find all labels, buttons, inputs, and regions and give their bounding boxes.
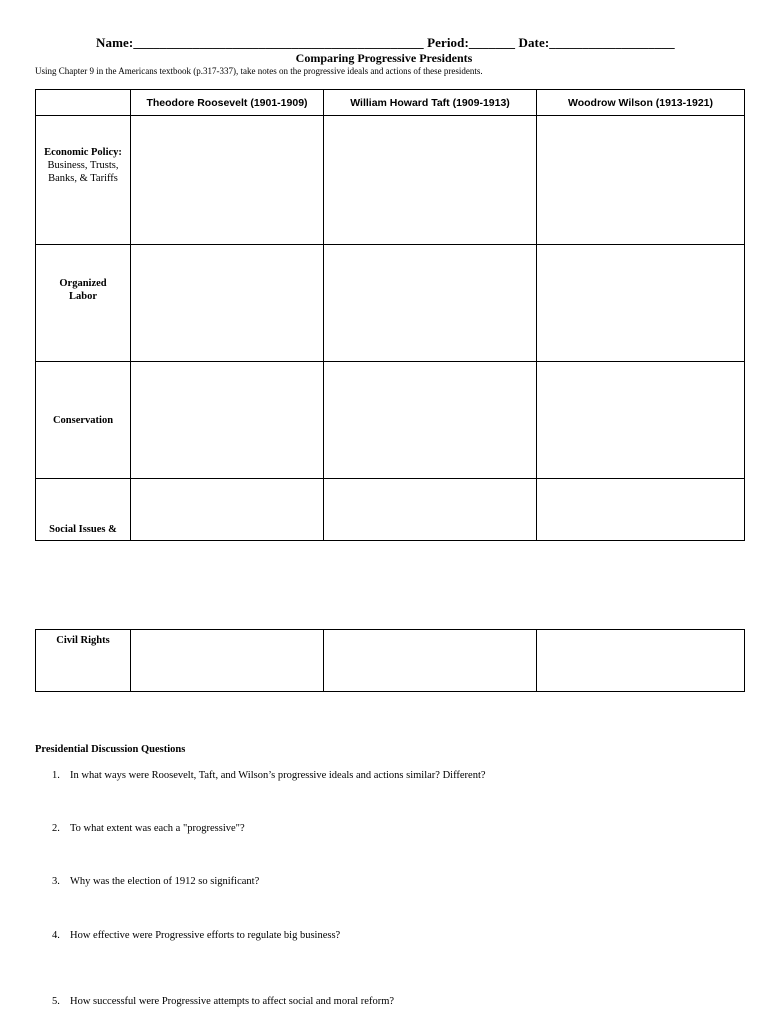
worksheet-title: Comparing Progressive Presidents (295, 51, 473, 65)
row-header-economic-detail: Business, Trusts, Banks, & Tariffs (47, 160, 119, 184)
notes-cell-roosevelt-conservation[interactable] (131, 362, 324, 479)
question-item (52, 876, 259, 887)
row-header-social-label: Social Issues & (49, 524, 117, 535)
notes-cell-taft-social[interactable] (324, 479, 537, 541)
notes-cell-taft-economic[interactable] (324, 116, 537, 245)
notes-cell-wilson-social[interactable] (537, 479, 745, 541)
notes-cell-roosevelt-social[interactable] (131, 479, 324, 541)
column-header-wilson: Woodrow Wilson (1913-1921) (537, 90, 745, 116)
question-text: Why was the election of 1912 so significant? (70, 876, 260, 887)
table-row-economic-policy (36, 116, 745, 245)
question-item (52, 930, 340, 941)
question-number: 4. (52, 930, 60, 941)
question-text: How effective were Progressive efforts to regulate big business? (70, 930, 341, 941)
table-row-conservation (36, 362, 745, 479)
notes-cell-taft-labor[interactable] (324, 245, 537, 362)
instructions-text: Using Chapter 9 in the Americans textbook (p.317-337), take notes on the progressive ideals and actions of these presidents. (35, 66, 483, 76)
notes-cell-wilson-civil[interactable] (537, 630, 745, 692)
table-row-civil-rights (36, 630, 745, 692)
notes-cell-roosevelt-labor[interactable] (131, 245, 324, 362)
notes-cell-roosevelt-civil[interactable] (131, 630, 324, 692)
row-header-economic-bold: Economic Policy: (44, 147, 122, 158)
question-item (52, 996, 394, 1007)
row-header-labor-label: Organized Labor (59, 278, 107, 302)
row-header-social-issues (36, 479, 131, 541)
column-header-taft: William Howard Taft (1909-1913) (324, 90, 537, 116)
question-number: 2. (52, 823, 60, 834)
student-info-line[interactable]: Name:____________________________________________ Period:_______ Date:___________________ (96, 35, 675, 50)
questions-heading: Presidential Discussion Questions (35, 744, 186, 755)
question-text: In what ways were Roosevelt, Taft, and Wilson’s progressive ideals and actions similar? Different? (70, 770, 486, 781)
row-header-conservation (36, 362, 131, 479)
question-text: How successful were Progressive attempts to affect social and moral reform? (70, 996, 395, 1007)
question-number: 1. (52, 770, 60, 781)
civil-rights-table (35, 629, 745, 692)
row-header-conservation-label: Conservation (52, 414, 114, 426)
notes-cell-roosevelt-economic[interactable] (131, 116, 324, 245)
question-number: 5. (52, 996, 60, 1007)
question-item (52, 823, 245, 834)
notes-cell-wilson-labor[interactable] (537, 245, 745, 362)
question-text: To what extent was each a "progressive"? (70, 823, 245, 834)
row-header-economic-policy (36, 116, 131, 245)
notes-cell-wilson-conservation[interactable] (537, 362, 745, 479)
table-header-row (36, 90, 745, 116)
notes-cell-taft-conservation[interactable] (324, 362, 537, 479)
question-number: 3. (52, 876, 60, 887)
notes-cell-taft-civil[interactable] (324, 630, 537, 692)
table-row-social-issues (36, 479, 745, 541)
row-header-civil-rights (36, 630, 131, 692)
row-header-civil-label: Civil Rights (56, 635, 110, 646)
notes-cell-wilson-economic[interactable] (537, 116, 745, 245)
presidents-comparison-table (35, 89, 745, 541)
column-header-roosevelt: Theodore Roosevelt (1901-1909) (131, 90, 324, 116)
row-header-organized-labor (36, 245, 131, 362)
corner-cell (36, 90, 131, 116)
table-row-organized-labor (36, 245, 745, 362)
question-item (52, 770, 486, 781)
